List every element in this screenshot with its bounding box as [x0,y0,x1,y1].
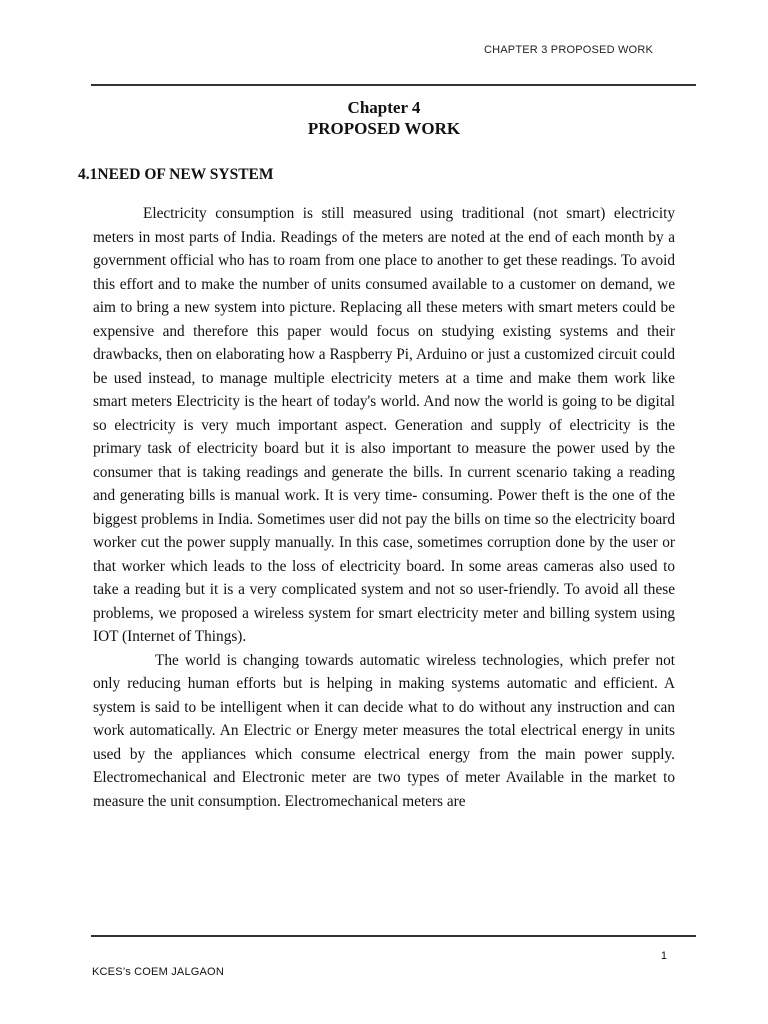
chapter-number-label: Chapter 4 [347,98,421,117]
footer-rule [91,935,696,937]
section-heading: 4.1NEED OF NEW SYSTEM [78,166,274,183]
paragraph-2: The world is changing towards automatic wireless technologies, which prefer not only reducing human efforts but is helping in making systems automatic and efficient. A system is said to be intelligent when it can decide what to do without any instruction and can work automatically. An Electric or Energy meter measures the total electrical energy in units used by the appliances which consume electrical energy from the main power supply. Electromechanical and Electronic meter are two types of meter Available in the market to measure the unit consumption. Electromechanical meters are [93,651,675,810]
header-rule [91,84,696,86]
chapter-title-block [0,97,768,139]
running-header: CHAPTER 3 PROPOSED WORK [483,44,653,56]
page-number: 1 [660,950,667,962]
paragraph-1: Electricity consumption is still measured using traditional (not smart) electricity meters in most parts of India. Readings of the meters are noted at the end of each month by a government official who has to roam from one place to another to get these readings. To avoid this effort and to make the number of units consumed available to a customer on demand, we aim to bring a new system into picture. Replacing all these meters with smart meters could be expensive and therefore this paper would focus on studying existing systems and their drawbacks, then on elaborating how a Raspberry Pi, Arduino or just a customized circuit could be used instead, to manage multiple electricity meters at a time and make them work like smart meters Electricity is the heart of today's world. And now the world is going to be digital so electricity is very much important aspect. Generation and supply of electricity is the primary task of electricity board but it is also important to measure the power used by the consumer that is taking readings and generate the bills. In current scenario taking a reading and generating bills is manual work. It is very time- consuming. Power theft is the one of the biggest problems in India. Sometimes user did not pay the bills on time so the electricity board worker cut the power supply manually. In this case, sometimes corruption done by the user or that worker which leads to the loss of electricity board. In some areas cameras also used to take a reading but it is a very complicated system and not so user-friendly. To avoid all these problems, we proposed a wireless system for smart electricity meter and billing system using IOT (Internet of Things). [93,205,675,645]
body-text [93,202,675,813]
chapter-title: PROPOSED WORK [307,119,461,138]
footer-institution: KCES’s COEM JALGAON [92,966,224,978]
